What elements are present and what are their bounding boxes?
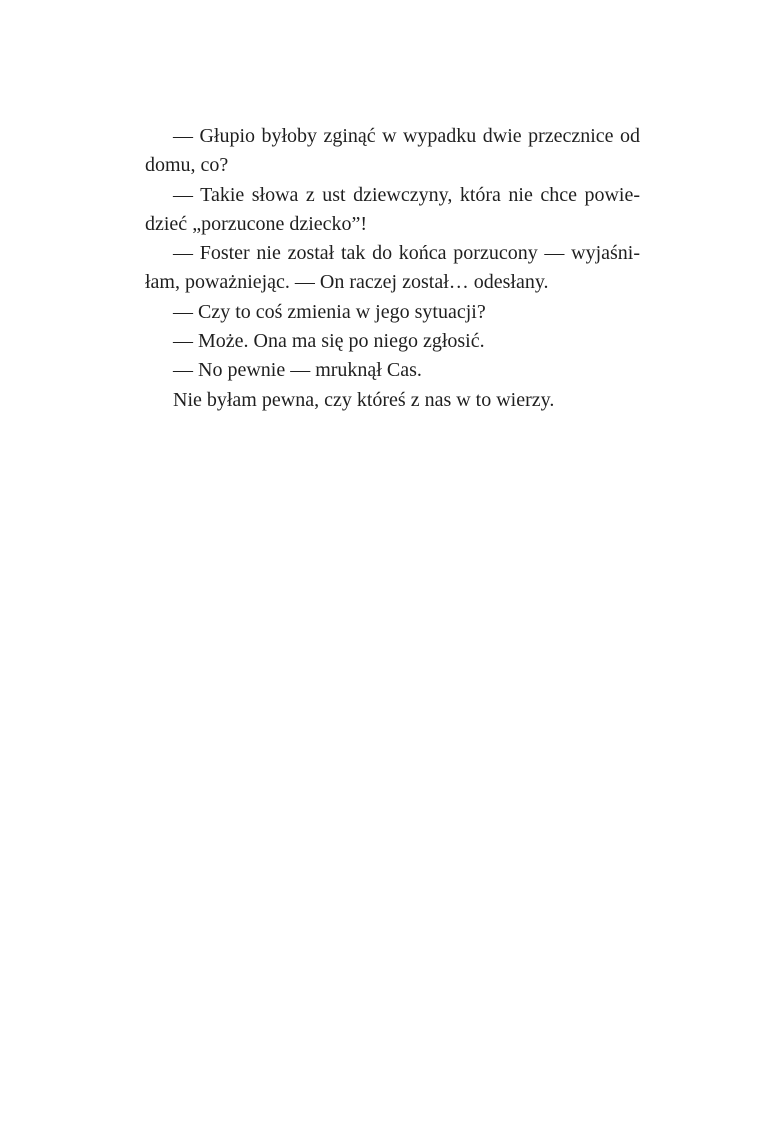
text-line: Nie byłam pewna, czy któreś z nas w to wierzy. xyxy=(173,388,555,411)
text-line: — Czy to coś zmienia w jego sytuacji? xyxy=(173,300,486,323)
text-line: — No pewnie — mruknął Cas. xyxy=(173,359,422,382)
text-line: łam, poważniejąc. — On raczej został… odesłany. xyxy=(145,271,549,294)
body-text xyxy=(145,122,640,415)
text-line: domu, co? xyxy=(145,154,229,177)
text-line: dzieć „porzucone dziecko”! xyxy=(145,212,368,235)
text-line: — Może. Ona ma się po niego zgłosić. xyxy=(173,330,485,353)
text-line: — Głupio byłoby zginąć w wypadku dwie przecznice od xyxy=(173,125,640,147)
text-line: — Takie słowa z ust dziewczyny, która nie chce powie- xyxy=(173,183,640,206)
text-line: — Foster nie został tak do końca porzucony — wyjaśni- xyxy=(173,242,640,265)
